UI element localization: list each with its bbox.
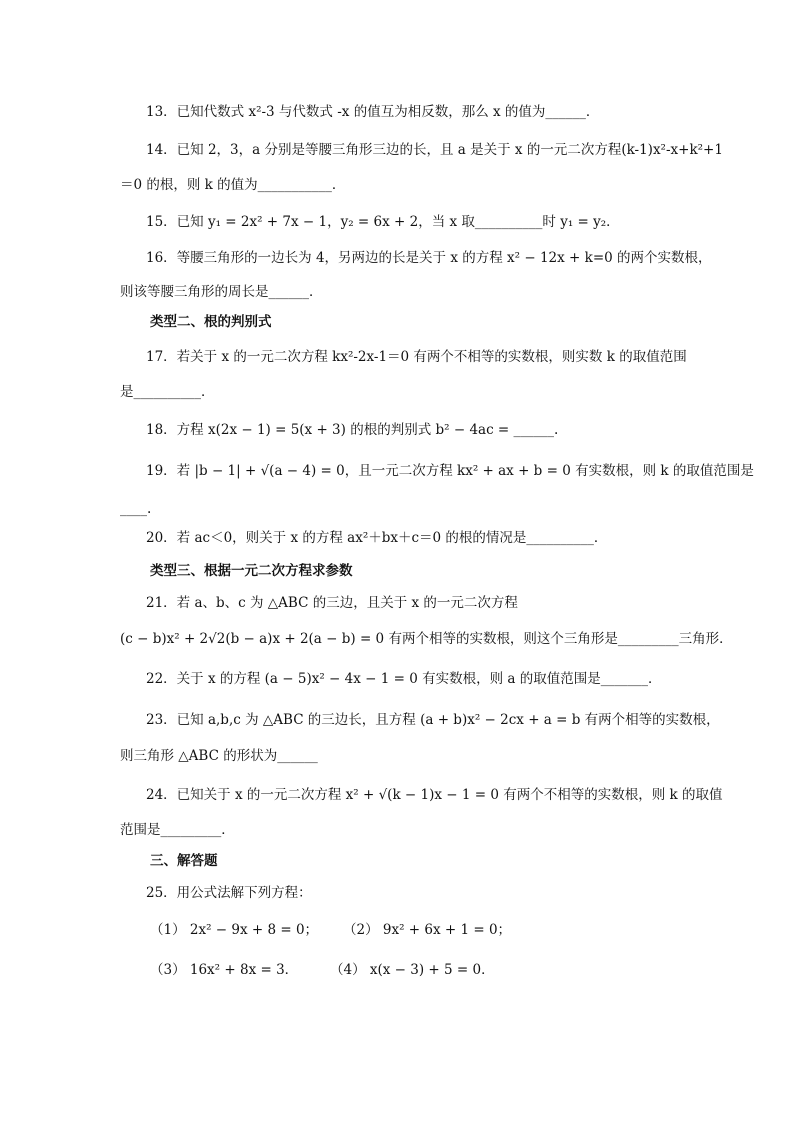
question-16-line-2: 则该等腰三角形的周长是______． — [120, 284, 323, 300]
question-14-line-1: 14．已知 2，3，a 分别是等腰三角形三边的长，且 a 是关于 x 的一元二次方程(k-1)x²-x+k²+1 — [146, 142, 723, 158]
question-15: 15．已知 y₁ = 2x² + 7x − 1，y₂ = 6x + 2，当 x 取__________时 y₁ = y₂． — [146, 214, 620, 230]
question-19-line-1: 19．若 |b − 1| + √(a − 4) = 0，且一元二次方程 kx² + ax + b = 0 有实数根，则 k 的取值范围是 — [146, 463, 754, 479]
question-25-part-2: （2） 9x² + 6x + 1 = 0； — [343, 922, 512, 938]
question-17-line-2: 是__________． — [120, 384, 215, 400]
question-13: 13．已知代数式 x²-3 与代数式 -x 的值互为相反数，那么 x 的值为______． — [146, 104, 600, 120]
question-25-part-3: （3） 16x² + 8x = 3． — [150, 962, 299, 978]
question-22: 22．关于 x 的方程 (a − 5)x² − 4x − 1 = 0 有实数根，则 a 的取值范围是_______． — [146, 671, 662, 687]
question-24-line-1: 24．已知关于 x 的一元二次方程 x² + √(k − 1)x − 1 = 0 有两个不相等的实数根，则 k 的取值 — [146, 787, 723, 803]
question-25: 25．用公式法解下列方程： — [146, 885, 312, 901]
question-21-line-2: (c − b)x² + 2√2(b − a)x + 2(a − b) = 0 有两个相等的实数根，则这个三角形是_________三角形． — [120, 631, 733, 647]
section-heading-type-3: 类型三、根据一元二次方程求参数 — [150, 563, 353, 579]
section-heading-answer-questions: 三、解答题 — [150, 853, 218, 869]
question-17-line-1: 17．若关于 x 的一元二次方程 kx²-2x-1＝0 有两个不相等的实数根，则实数 k 的取值范围 — [146, 349, 687, 365]
question-20: 20．若 ac＜0，则关于 x 的方程 ax²＋bx＋c＝0 的根的情况是__________． — [146, 530, 608, 546]
question-24-line-2: 范围是_________． — [120, 822, 235, 838]
question-18: 18．方程 x(2x − 1) = 5(x + 3) 的根的判别式 b² − 4ac = ______. — [146, 422, 559, 438]
question-14-line-2: ＝0 的根，则 k 的值为___________． — [120, 177, 346, 193]
question-25-part-4: （4） x(x − 3) + 5 = 0． — [330, 962, 495, 978]
question-21-line-1: 21．若 a、b、c 为 △ABC 的三边，且关于 x 的一元二次方程 — [146, 595, 518, 611]
question-23-line-1: 23．已知 a,b,c 为 △ABC 的三边长，且方程 (a + b)x² − 2cx + a = b 有两个相等的实数根， — [146, 712, 720, 728]
question-25-part-1: （1） 2x² − 9x + 8 = 0； — [150, 922, 319, 938]
section-heading-type-2: 类型二、根的判别式 — [150, 314, 272, 330]
question-19-line-2: ____. — [120, 501, 152, 517]
question-23-line-2: 则三角形 △ABC 的形状为______ — [120, 748, 318, 764]
question-16-line-1: 16．等腰三角形的一边长为 4，另两边的长是关于 x 的方程 x² − 12x + k=0 的两个实数根， — [146, 250, 712, 266]
